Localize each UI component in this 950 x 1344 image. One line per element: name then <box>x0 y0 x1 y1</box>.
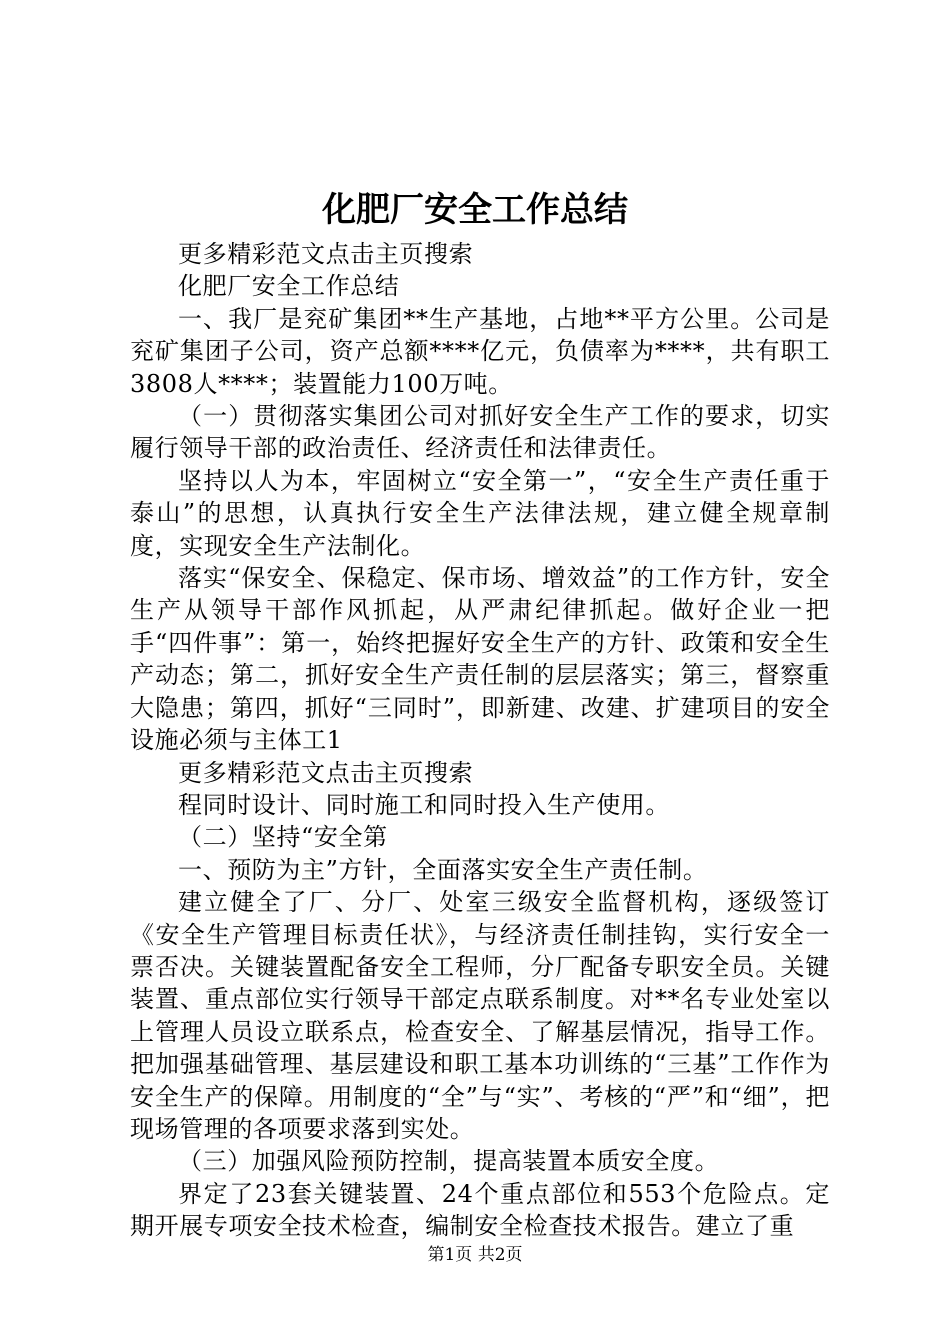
page-footer: 第1页 共2页 <box>427 1245 523 1265</box>
paragraph-2: 化肥厂安全工作总结 <box>178 272 400 301</box>
paragraph-9: （二）坚持“安全第 <box>178 823 388 852</box>
paragraph-11: 建立健全了厂、分厂、处室三级安全监督机构，逐级签订《安全生产管理目标责任状》，与经济责任制挂钩，实行安全一票否决。关键装置配备安全工程师，分厂配备专职安全员。关键装置、重点部位实行领导干部定点联系制度。对**名专业处室以上管理人员设立联系点，检查安全、了解基层情况，指导工作。把加强基础管理、基层建设和职工基本功训练的“三基”工作作为安全生产的保障。用制度的“全”与“实”、考核的“严”和“细”，把现场管理的各项要求落到实处。 <box>130 888 830 1143</box>
paragraph-10: 一、预防为主”方针，全面落实安全生产责任制。 <box>178 855 708 884</box>
paragraph-5: 坚持以人为本，牢固树立“安全第一”，“安全生产责任重于泰山”的思想，认真执行安全生产法律法规，建立健全规章制度，实现安全生产法制化。 <box>130 466 830 560</box>
document-body <box>130 238 830 1243</box>
document-title: 化肥厂安全工作总结 <box>322 190 628 230</box>
paragraph-6: 落实“保安全、保稳定、保市场、增效益”的工作方针，安全生产从领导干部作风抓起，从严肃纪律抓起。做好企业一把手“四件事”：第一，始终把握好安全生产的方针、政策和安全生产动态；第二，抓好安全生产责任制的层层落实；第三，督察重大隐患；第四，抓好“三同时”，即新建、改建、扩建项目的安全设施必须与主体工1 <box>130 564 830 755</box>
paragraph-12: （三）加强风险预防控制，提高装置本质安全度。 <box>178 1147 720 1176</box>
paragraph-3: 一、我厂是兖矿集团**生产基地，占地**平方公里。公司是兖矿集团子公司，资产总额****亿元，负债率为****，共有职工3808人****；装置能力100万吨。 <box>130 304 830 398</box>
paragraph-13: 界定了23套关键装置、24个重点部位和553个危险点。定期开展专项安全技术检查，编制安全检查技术报告。建立了重 <box>130 1179 830 1241</box>
paragraph-4: （一）贯彻落实集团公司对抓好安全生产工作的要求，切实履行领导干部的政治责任、经济责任和法律责任。 <box>130 402 830 463</box>
paragraph-8: 程同时设计、同时施工和同时投入生产使用。 <box>178 790 670 819</box>
paragraph-1: 更多精彩范文点击主页搜索 <box>178 240 474 268</box>
paragraph-7: 更多精彩范文点击主页搜索 <box>178 758 474 787</box>
